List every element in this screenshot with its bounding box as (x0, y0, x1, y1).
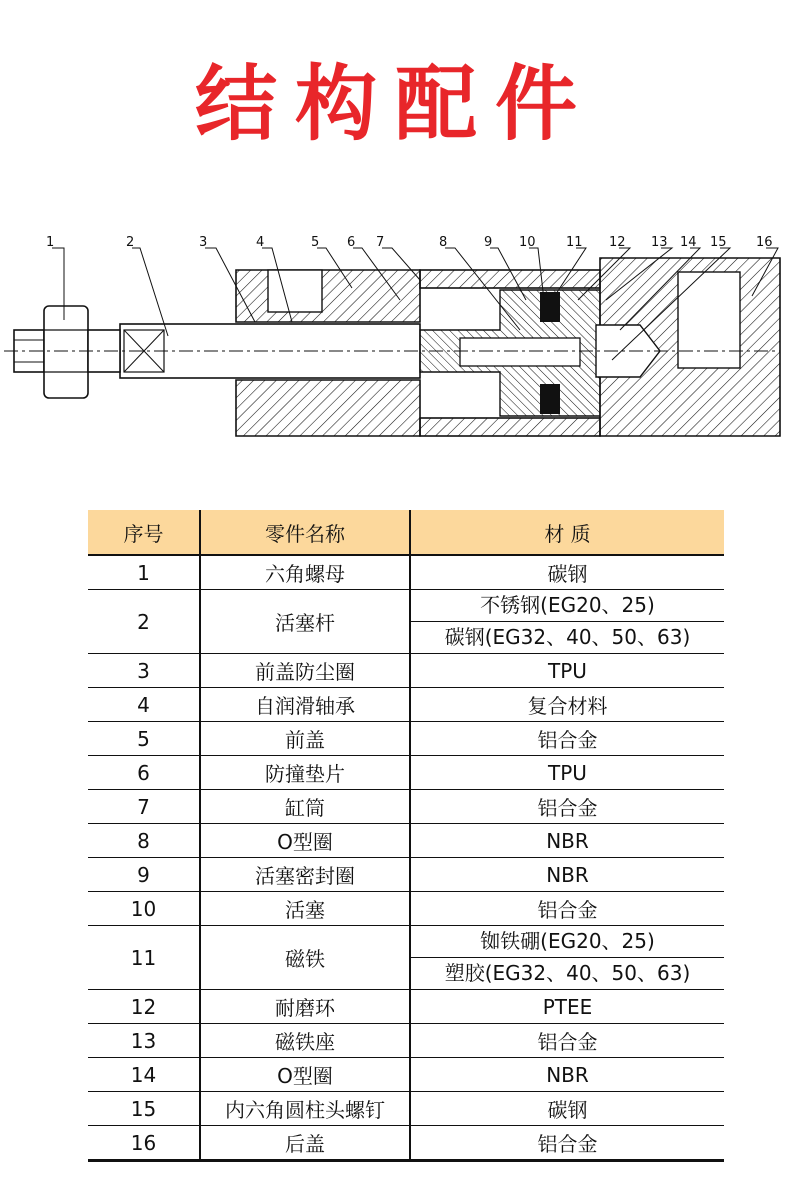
row-index: 4 (88, 688, 200, 722)
table-row (88, 1126, 724, 1161)
table-row (88, 926, 724, 990)
row-material: NBR (410, 824, 724, 858)
row-part-name: 活塞 (200, 892, 410, 926)
row-material (410, 926, 724, 990)
row-index: 12 (88, 990, 200, 1024)
table-row (88, 555, 724, 590)
table-header-row (88, 510, 724, 555)
callout-15: 15 (710, 235, 727, 250)
table-row (88, 1058, 724, 1092)
row-index: 16 (88, 1126, 200, 1161)
row-index: 2 (88, 590, 200, 654)
row-index: 15 (88, 1092, 200, 1126)
row-part-name: O型圈 (200, 1058, 410, 1092)
table-row (88, 688, 724, 722)
row-material: TPU (410, 654, 724, 688)
row-material: 铝合金 (410, 892, 724, 926)
row-index: 7 (88, 790, 200, 824)
row-material: 铝合金 (410, 722, 724, 756)
row-part-name: 活塞杆 (200, 590, 410, 654)
row-material: NBR (410, 858, 724, 892)
callout-16: 16 (756, 235, 773, 250)
table-row (88, 1092, 724, 1126)
table-row (88, 590, 724, 654)
callout-14: 14 (680, 235, 697, 250)
material-variant: 铷铁硼(EG20、25) (411, 926, 724, 958)
row-index: 10 (88, 892, 200, 926)
row-index: 5 (88, 722, 200, 756)
table-row (88, 892, 724, 926)
row-material: TPU (410, 756, 724, 790)
row-material: NBR (410, 1058, 724, 1092)
cylinder-cross-section-diagram (0, 225, 790, 475)
row-part-name: 防撞垫片 (200, 756, 410, 790)
callout-13: 13 (651, 235, 668, 250)
row-part-name: 磁铁座 (200, 1024, 410, 1058)
row-index: 1 (88, 555, 200, 590)
row-part-name: 前盖防尘圈 (200, 654, 410, 688)
piston (420, 290, 600, 416)
table-row (88, 756, 724, 790)
row-material: 碳钢 (410, 1092, 724, 1126)
row-material: PTEE (410, 990, 724, 1024)
callout-12: 12 (609, 235, 626, 250)
table-row (88, 858, 724, 892)
callout-3: 3 (199, 235, 208, 250)
callout-1: 1 (46, 235, 55, 250)
row-index: 3 (88, 654, 200, 688)
material-variant: 塑胶(EG32、40、50、63) (444, 961, 691, 985)
callout-11: 11 (566, 235, 583, 250)
row-index: 9 (88, 858, 200, 892)
row-part-name: 六角螺母 (200, 555, 410, 590)
row-material: 铝合金 (410, 1126, 724, 1161)
row-index: 13 (88, 1024, 200, 1058)
row-part-name: 自润滑轴承 (200, 688, 410, 722)
callout-5: 5 (311, 235, 320, 250)
row-part-name: 活塞密封圈 (200, 858, 410, 892)
row-index: 11 (88, 926, 200, 990)
table-row (88, 722, 724, 756)
row-part-name: 磁铁 (200, 926, 410, 990)
row-index: 6 (88, 756, 200, 790)
callout-2: 2 (126, 235, 135, 250)
row-part-name: 耐磨环 (200, 990, 410, 1024)
header-index: 序号 (88, 510, 200, 555)
row-part-name: 缸筒 (200, 790, 410, 824)
table-row (88, 1024, 724, 1058)
material-variant: 碳钢(EG32、40、50、63) (444, 625, 691, 649)
page-title: 结构配件 (194, 57, 595, 152)
callout-6: 6 (347, 235, 356, 250)
callout-8: 8 (439, 235, 448, 250)
row-index: 8 (88, 824, 200, 858)
table-row (88, 654, 724, 688)
row-material (410, 590, 724, 654)
row-material: 铝合金 (410, 1024, 724, 1058)
table-row (88, 990, 724, 1024)
row-part-name: O型圈 (200, 824, 410, 858)
callout-7: 7 (376, 235, 385, 250)
callout-10: 10 (519, 235, 536, 250)
rear-cover (596, 258, 780, 436)
header-material: 材 质 (410, 510, 724, 555)
row-material: 复合材料 (410, 688, 724, 722)
row-part-name: 后盖 (200, 1126, 410, 1161)
callout-9: 9 (484, 235, 493, 250)
row-part-name: 前盖 (200, 722, 410, 756)
row-index: 14 (88, 1058, 200, 1092)
table-row (88, 824, 724, 858)
callout-4: 4 (256, 235, 265, 250)
callout-labels (46, 235, 773, 250)
header-part-name: 零件名称 (200, 510, 410, 555)
row-material: 铝合金 (410, 790, 724, 824)
row-part-name: 内六角圆柱头螺钉 (200, 1092, 410, 1126)
hex-nut (14, 306, 120, 398)
parts-table-body (88, 555, 724, 1161)
parts-table (88, 510, 724, 1162)
row-material: 碳钢 (410, 555, 724, 590)
material-variant: 不锈钢(EG20、25) (411, 590, 724, 622)
table-row (88, 790, 724, 824)
